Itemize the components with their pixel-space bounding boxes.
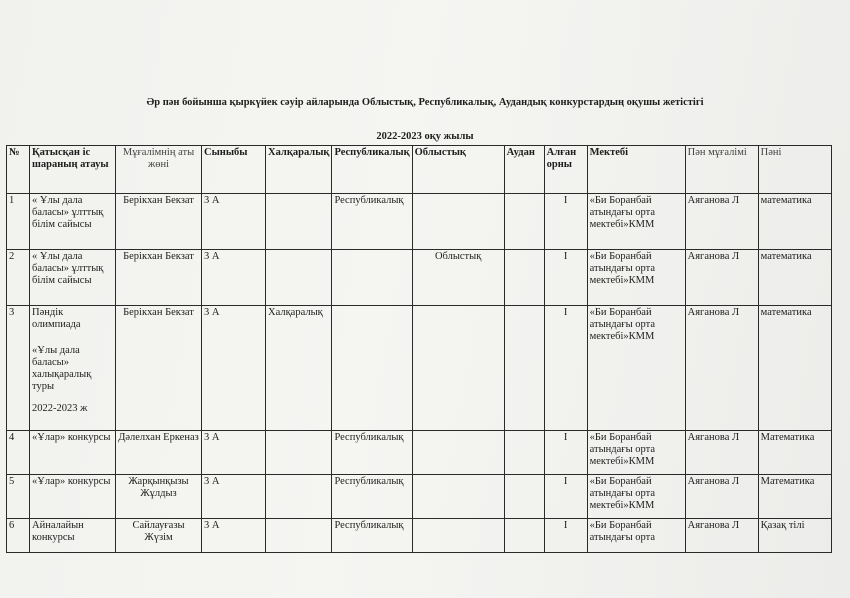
- cell-class: 3 А: [202, 475, 266, 519]
- cell-district: [504, 519, 544, 553]
- table-header-row: [7, 146, 832, 194]
- cell-place: I: [544, 306, 587, 431]
- achievements-table: [6, 145, 832, 553]
- event-line-3: 2022-2023 ж: [32, 403, 88, 414]
- cell-num: 2: [7, 250, 30, 306]
- cell-teacher: Берікхан Бекзат: [116, 194, 202, 250]
- cell-intl: [266, 519, 332, 553]
- cell-class: 3 А: [202, 306, 266, 431]
- cell-school: «Би Боранбай атындағы орта мектебі»КММ: [587, 475, 685, 519]
- cell-school: «Би Боранбай атындағы орта мектебі»КММ: [587, 431, 685, 475]
- cell-subject-teacher: Аяганова Л: [685, 475, 758, 519]
- cell-intl: Халқаралық: [266, 306, 332, 431]
- header-intl: Халқаралық: [266, 146, 332, 194]
- cell-subject-teacher: Аяганова Л: [685, 431, 758, 475]
- cell-republic: [332, 250, 412, 306]
- header-teacher: Мұғалімнің аты жөні: [116, 146, 202, 194]
- cell-subject: математика: [758, 250, 831, 306]
- cell-class: 3 А: [202, 519, 266, 553]
- cell-subject-teacher: Аяганова Л: [685, 519, 758, 553]
- cell-intl: [266, 431, 332, 475]
- cell-teacher: Дәлелхан Еркеназ: [116, 431, 202, 475]
- cell-school: «Би Боранбай атындағы орта: [587, 519, 685, 553]
- cell-class: 3 А: [202, 194, 266, 250]
- cell-regional: [412, 306, 504, 431]
- header-place: Алған орны: [544, 146, 587, 194]
- cell-num: 4: [7, 431, 30, 475]
- cell-regional: [412, 475, 504, 519]
- cell-num: 6: [7, 519, 30, 553]
- cell-intl: [266, 250, 332, 306]
- cell-district: [504, 431, 544, 475]
- document-title: Әр пән бойынша қыркүйек сәуір айларында Облыстық, Республикалық, Аудандық конкурстардың оқушы жетістігі: [146, 97, 704, 108]
- cell-class: 3 А: [202, 250, 266, 306]
- cell-school: «Би Боранбай атындағы орта мектебі»КММ: [587, 306, 685, 431]
- document-subtitle: 2022-2023 оқу жылы: [376, 131, 474, 142]
- cell-teacher: Жарқынқызы Жұлдыз: [116, 475, 202, 519]
- cell-district: [504, 194, 544, 250]
- table-row: [7, 306, 832, 431]
- table-row: [7, 250, 832, 306]
- cell-district: [504, 250, 544, 306]
- cell-place: I: [544, 250, 587, 306]
- cell-school: «Би Боранбай атындағы орта мектебі»КММ: [587, 194, 685, 250]
- cell-num: 3: [7, 306, 30, 431]
- cell-subject: Математика: [758, 431, 831, 475]
- cell-republic: Республикалық: [332, 431, 412, 475]
- cell-event: [30, 306, 116, 431]
- cell-event: Айналайын конкурсы: [30, 519, 116, 553]
- header-school: Мектебі: [587, 146, 685, 194]
- cell-place: I: [544, 519, 587, 553]
- header-subject: Пәні: [758, 146, 831, 194]
- table-row: [7, 519, 832, 553]
- cell-place: I: [544, 475, 587, 519]
- cell-intl: [266, 475, 332, 519]
- cell-event: «Ұлар» конкурсы: [30, 431, 116, 475]
- cell-teacher: Берікхан Бекзат: [116, 306, 202, 431]
- cell-event: « Ұлы дала баласы» ұлттық білім сайысы: [30, 194, 116, 250]
- cell-regional: [412, 431, 504, 475]
- table-row: [7, 475, 832, 519]
- header-district: Аудан: [504, 146, 544, 194]
- header-num: №: [7, 146, 30, 194]
- cell-event: « Ұлы дала баласы» ұлттық білім сайысы: [30, 250, 116, 306]
- cell-school: «Би Боранбай атындағы орта мектебі»КММ: [587, 250, 685, 306]
- header-republic: Республикалық: [332, 146, 412, 194]
- cell-subject: Математика: [758, 475, 831, 519]
- cell-republic: Республикалық: [332, 475, 412, 519]
- cell-subject: Қазақ тілі: [758, 519, 831, 553]
- cell-num: 5: [7, 475, 30, 519]
- cell-event: «Ұлар» конкурсы: [30, 475, 116, 519]
- cell-subject: математика: [758, 306, 831, 431]
- event-line-2: «Ұлы дала баласы» халықаралық туры: [32, 345, 92, 392]
- cell-subject-teacher: Аяганова Л: [685, 194, 758, 250]
- table-row: [7, 194, 832, 250]
- header-event: Қатысқан іс шараның атауы: [30, 146, 116, 194]
- cell-regional: [412, 194, 504, 250]
- cell-district: [504, 475, 544, 519]
- cell-subject-teacher: Аяганова Л: [685, 250, 758, 306]
- cell-republic: [332, 306, 412, 431]
- cell-teacher: Берікхан Бекзат: [116, 250, 202, 306]
- cell-class: 3 А: [202, 431, 266, 475]
- cell-teacher: Сайлауғазы Жүзім: [116, 519, 202, 553]
- header-regional: Облыстық: [412, 146, 504, 194]
- cell-republic: Республикалық: [332, 519, 412, 553]
- event-line-1: Пәндік олимпиада: [32, 307, 81, 330]
- header-subject-teacher: Пән мұғалімі: [685, 146, 758, 194]
- cell-subject: математика: [758, 194, 831, 250]
- cell-num: 1: [7, 194, 30, 250]
- cell-regional: Облыстық: [412, 250, 504, 306]
- cell-republic: Республикалық: [332, 194, 412, 250]
- cell-place: I: [544, 194, 587, 250]
- cell-district: [504, 306, 544, 431]
- cell-regional: [412, 519, 504, 553]
- cell-intl: [266, 194, 332, 250]
- cell-subject-teacher: Аяганова Л: [685, 306, 758, 431]
- cell-place: I: [544, 431, 587, 475]
- table-row: [7, 431, 832, 475]
- header-class: Сыныбы: [202, 146, 266, 194]
